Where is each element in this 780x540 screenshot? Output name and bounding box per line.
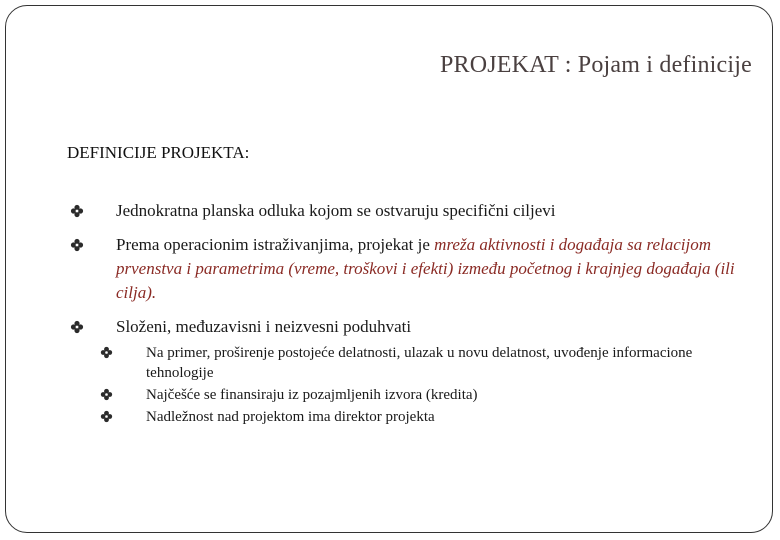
flower-bullet-icon: [100, 410, 114, 424]
flower-bullet-icon: [100, 388, 114, 402]
bullet-text: Prema operacionim istraživanjima, projekat je: [116, 235, 435, 254]
sub-list: [100, 343, 760, 427]
sub-list-item: [100, 407, 746, 427]
list-item: [70, 233, 760, 305]
flower-bullet-icon: [70, 204, 84, 218]
sub-list-item: [100, 385, 746, 405]
slide-title: PROJEKAT : Pojam i definicije: [439, 52, 752, 78]
bullet-text: Složeni, međuzavisni i neizvesni poduhvati: [116, 317, 412, 336]
sub-list-item: [100, 343, 746, 383]
list-item: [70, 315, 760, 427]
flower-bullet-icon: [100, 346, 114, 360]
bullet-text: Jednokratna planska odluka kojom se ostvaruju specifični ciljevi: [116, 201, 556, 220]
flower-bullet-icon: [70, 320, 84, 334]
sub-item-text: Nadležnost nad projektom ima direktor projekta: [146, 409, 435, 425]
sub-item-text: Na primer, proširenje postojeće delatnosti, ulazak u novu delatnost, uvođenje informacione tehnologije: [146, 345, 693, 381]
definitions-list: [70, 199, 760, 433]
definitions-heading: DEFINICIJE PROJEKTA:: [67, 143, 250, 162]
sub-item-text: Najčešće se finansiraju iz pozajmljenih izvora (kredita): [146, 387, 478, 403]
list-item: [70, 199, 760, 223]
network-definition-text: mreža aktivnosti i događaja sa relacijom prvenstva i parametrima (vreme, troškovi i efekti) između početnog i krajnjeg događaja (ili cilja).: [116, 235, 735, 302]
flower-bullet-icon: [70, 238, 84, 252]
